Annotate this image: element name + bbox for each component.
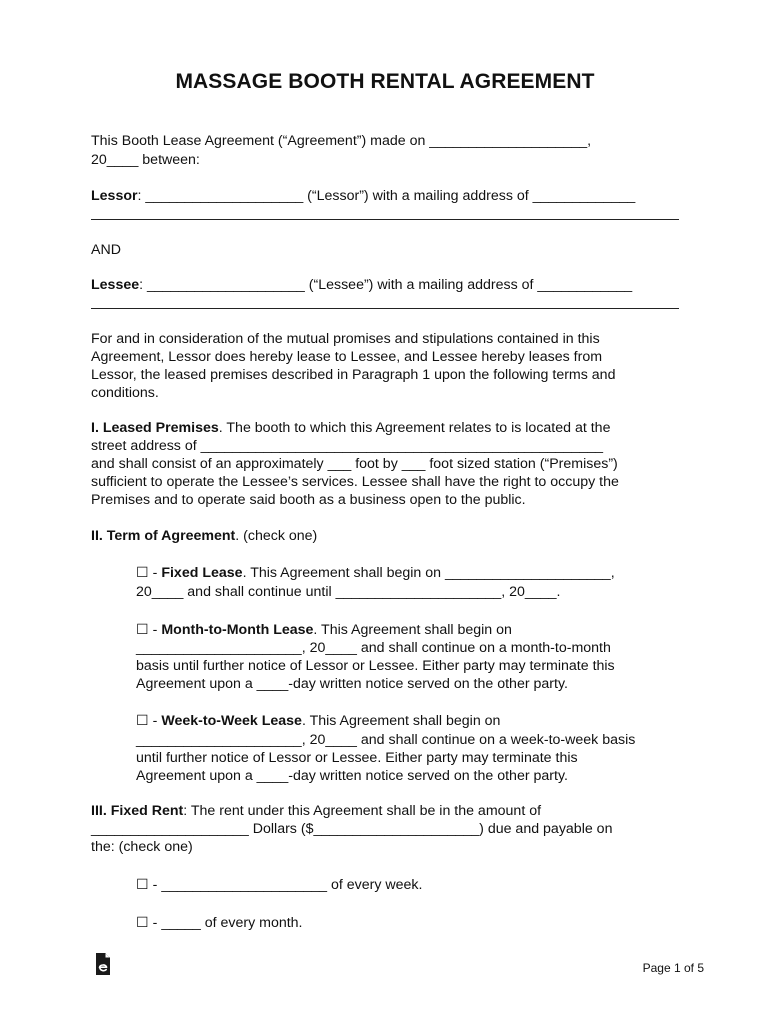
monthly-lease-checkbox[interactable]: ☐ - [136, 622, 162, 638]
section2-heading-rest: . (check one) [235, 528, 318, 544]
section1-line-2: street address of ___________________________________________________ [91, 438, 604, 454]
page-number: Page 1 of 5 [642, 961, 704, 975]
monthly-lease-line-3: basis until further notice of Lessor or Lessee. Either party may terminate this [136, 658, 615, 674]
lessor-line [91, 187, 635, 205]
weekly-lease-label: Week-to-Week Lease [161, 713, 302, 729]
section3-line-2: ____________________ Dollars ($_____________________) due and payable on [91, 821, 613, 837]
lessor-address-line [91, 219, 679, 220]
fixed-lease-line-2: 20____ and shall continue until _____________________, 20____. [136, 584, 561, 600]
monthly-lease-line-2: _____________________, 20____ and shall continue on a month-to-month [136, 640, 611, 656]
and-label: AND [91, 242, 121, 258]
document-title: MASSAGE BOOTH RENTAL AGREEMENT [175, 70, 595, 93]
section1-heading: I. Leased Premises [91, 420, 219, 436]
weekly-lease-checkbox[interactable]: ☐ - [136, 713, 162, 729]
consideration-line-1: For and in consideration of the mutual promises and stipulations contained in this [91, 331, 600, 347]
lessee-text: : ____________________ (“Lessee”) with a mailing address of ____________ [139, 277, 633, 293]
section3-heading: III. Fixed Rent [91, 803, 184, 819]
section1-line-5: Premises and to operate said booth as a business open to the public. [91, 492, 526, 508]
consideration-line-4: conditions. [91, 385, 159, 401]
weekly-lease-line-1-text: . This Agreement shall begin on [301, 713, 501, 729]
intro-line-2: 20____ between: [91, 152, 200, 168]
lessor-label: Lessor [91, 188, 138, 204]
section1-line-3: and shall consist of an approximately ___ foot by ___ foot sized station (“Premises”) [91, 456, 618, 472]
lessee-line [91, 276, 632, 294]
rent-option-week[interactable]: ☐ - _____________________ of every week. [136, 877, 423, 893]
section3-line-3: the: (check one) [91, 839, 193, 855]
fixed-lease-line-1-text: . This Agreement shall begin on _____________________, [242, 565, 615, 581]
lessee-label: Lessee [91, 277, 140, 293]
section1-line-4: sufficient to operate the Lessee’s services. Lessee shall have the right to occupy the [91, 474, 619, 490]
section1-line-1-text: . The booth to which this Agreement relates to is located at the [218, 420, 611, 436]
eforms-logo-icon [95, 952, 111, 976]
section3-line-1-text: : The rent under this Agreement shall be in the amount of [183, 803, 542, 819]
fixed-lease-line-1[interactable] [136, 564, 615, 582]
consideration-line-2: Agreement, Lessor does hereby lease to Lessee, and Lessee hereby leases from [91, 349, 603, 365]
monthly-lease-label: Month-to-Month Lease [161, 622, 314, 638]
monthly-lease-line-1-text: . This Agreement shall begin on [313, 622, 512, 638]
intro-line-1: This Booth Lease Agreement (“Agreement”) made on ____________________, [91, 133, 592, 149]
fixed-lease-label: Fixed Lease [161, 565, 243, 581]
monthly-lease-line-4: Agreement upon a ____-day written notice served on the other party. [136, 676, 568, 692]
lessor-text: : ____________________ (“Lessor”) with a mailing address of _____________ [137, 188, 636, 204]
fixed-lease-checkbox[interactable]: ☐ - [136, 565, 162, 581]
lessee-address-line [91, 308, 679, 309]
consideration-line-3: Lessor, the leased premises described in Paragraph 1 upon the following terms and [91, 367, 616, 383]
section1-line-1 [91, 419, 610, 437]
weekly-lease-line-4: Agreement upon a ____-day written notice served on the other party. [136, 768, 568, 784]
weekly-lease-line-2: _____________________, 20____ and shall continue on a week-to-week basis [136, 732, 636, 748]
section2-heading: II. Term of Agreement [91, 528, 236, 544]
section3-line-1 [91, 802, 541, 820]
section2-heading-line [91, 527, 317, 545]
rent-option-month[interactable]: ☐ - _____ of every month. [136, 915, 303, 931]
monthly-lease-line-1[interactable] [136, 621, 512, 639]
weekly-lease-line-1[interactable] [136, 712, 500, 730]
weekly-lease-line-3: until further notice of Lessor or Lessee. Either party may terminate this [136, 750, 578, 766]
